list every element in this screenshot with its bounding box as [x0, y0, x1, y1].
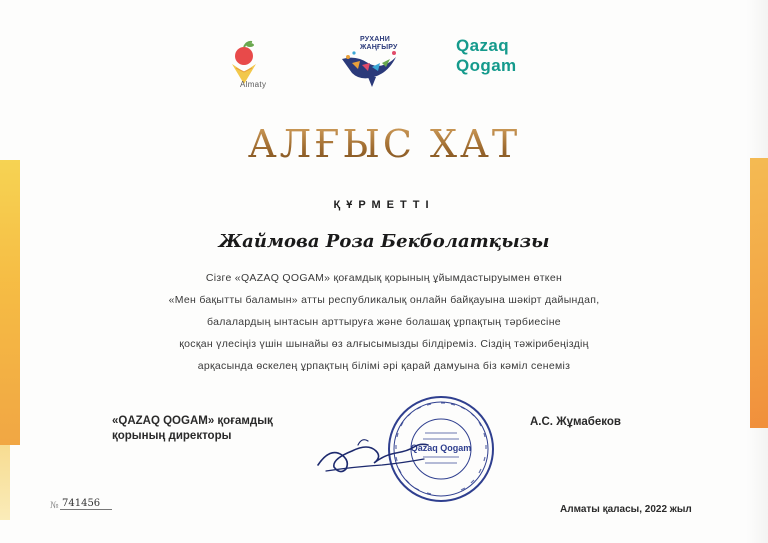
certificate-number-label: № — [50, 501, 59, 511]
body-line: балалардың ынтасын арттыруға және болашақ ұрпақтың тәрбиесіне — [207, 316, 561, 328]
signer-name: А.С. Жұмабеков — [530, 416, 621, 428]
body-line: «Мен бақытты баламын» атты республикалық онлайн байқауына шәкірт дайындап, — [168, 294, 600, 306]
qazaq-logo-line1: Qazaq — [456, 36, 510, 55]
qazaq-logo-line2: Qogam — [456, 56, 517, 75]
director-title-line1: «QAZAQ QOGAM» қоғамдық — [112, 415, 273, 427]
left-accent-stripe-fade — [0, 445, 10, 520]
certificate-body — [95, 267, 673, 377]
certificate-number: 741456 — [60, 498, 112, 510]
certificate-title: АЛҒЫС ХАТ — [0, 122, 768, 166]
qazaq-qogam-logo — [456, 36, 517, 76]
recipient-name: Жаймова Роза Бекболатқызы — [218, 231, 550, 252]
rukhani-logo-label — [360, 36, 398, 52]
body-line: арқасында өскелең ұрпақтың білімі әрі қарай дамуына біз кәміл сенеміз — [197, 360, 571, 372]
stamp-center-text: Qazaq Qogam — [410, 443, 472, 453]
salutation: ҚҰРМЕТТІ — [333, 199, 435, 211]
director-title — [112, 414, 273, 444]
body-line: қосқан үлесіңіз үшін шынайы өз алғысымызды білдіреміз. Сіздің тәжірибеңіздің — [179, 338, 589, 350]
body-line: Сізге «QAZAQ QOGAM» қоғамдық қорының ұйымдастыруымен өткен — [205, 272, 563, 284]
director-title-line2: қорының директоры — [112, 430, 232, 442]
rukhani-label-line2: ЖАҢҒЫРУ — [360, 44, 398, 51]
place-and-date: Алматы қаласы, 2022 жыл — [560, 504, 692, 515]
almaty-logo-label: Almaty — [240, 80, 267, 89]
rukhani-label-line1: РУХАНИ — [360, 36, 390, 43]
handwritten-signature — [312, 425, 432, 477]
